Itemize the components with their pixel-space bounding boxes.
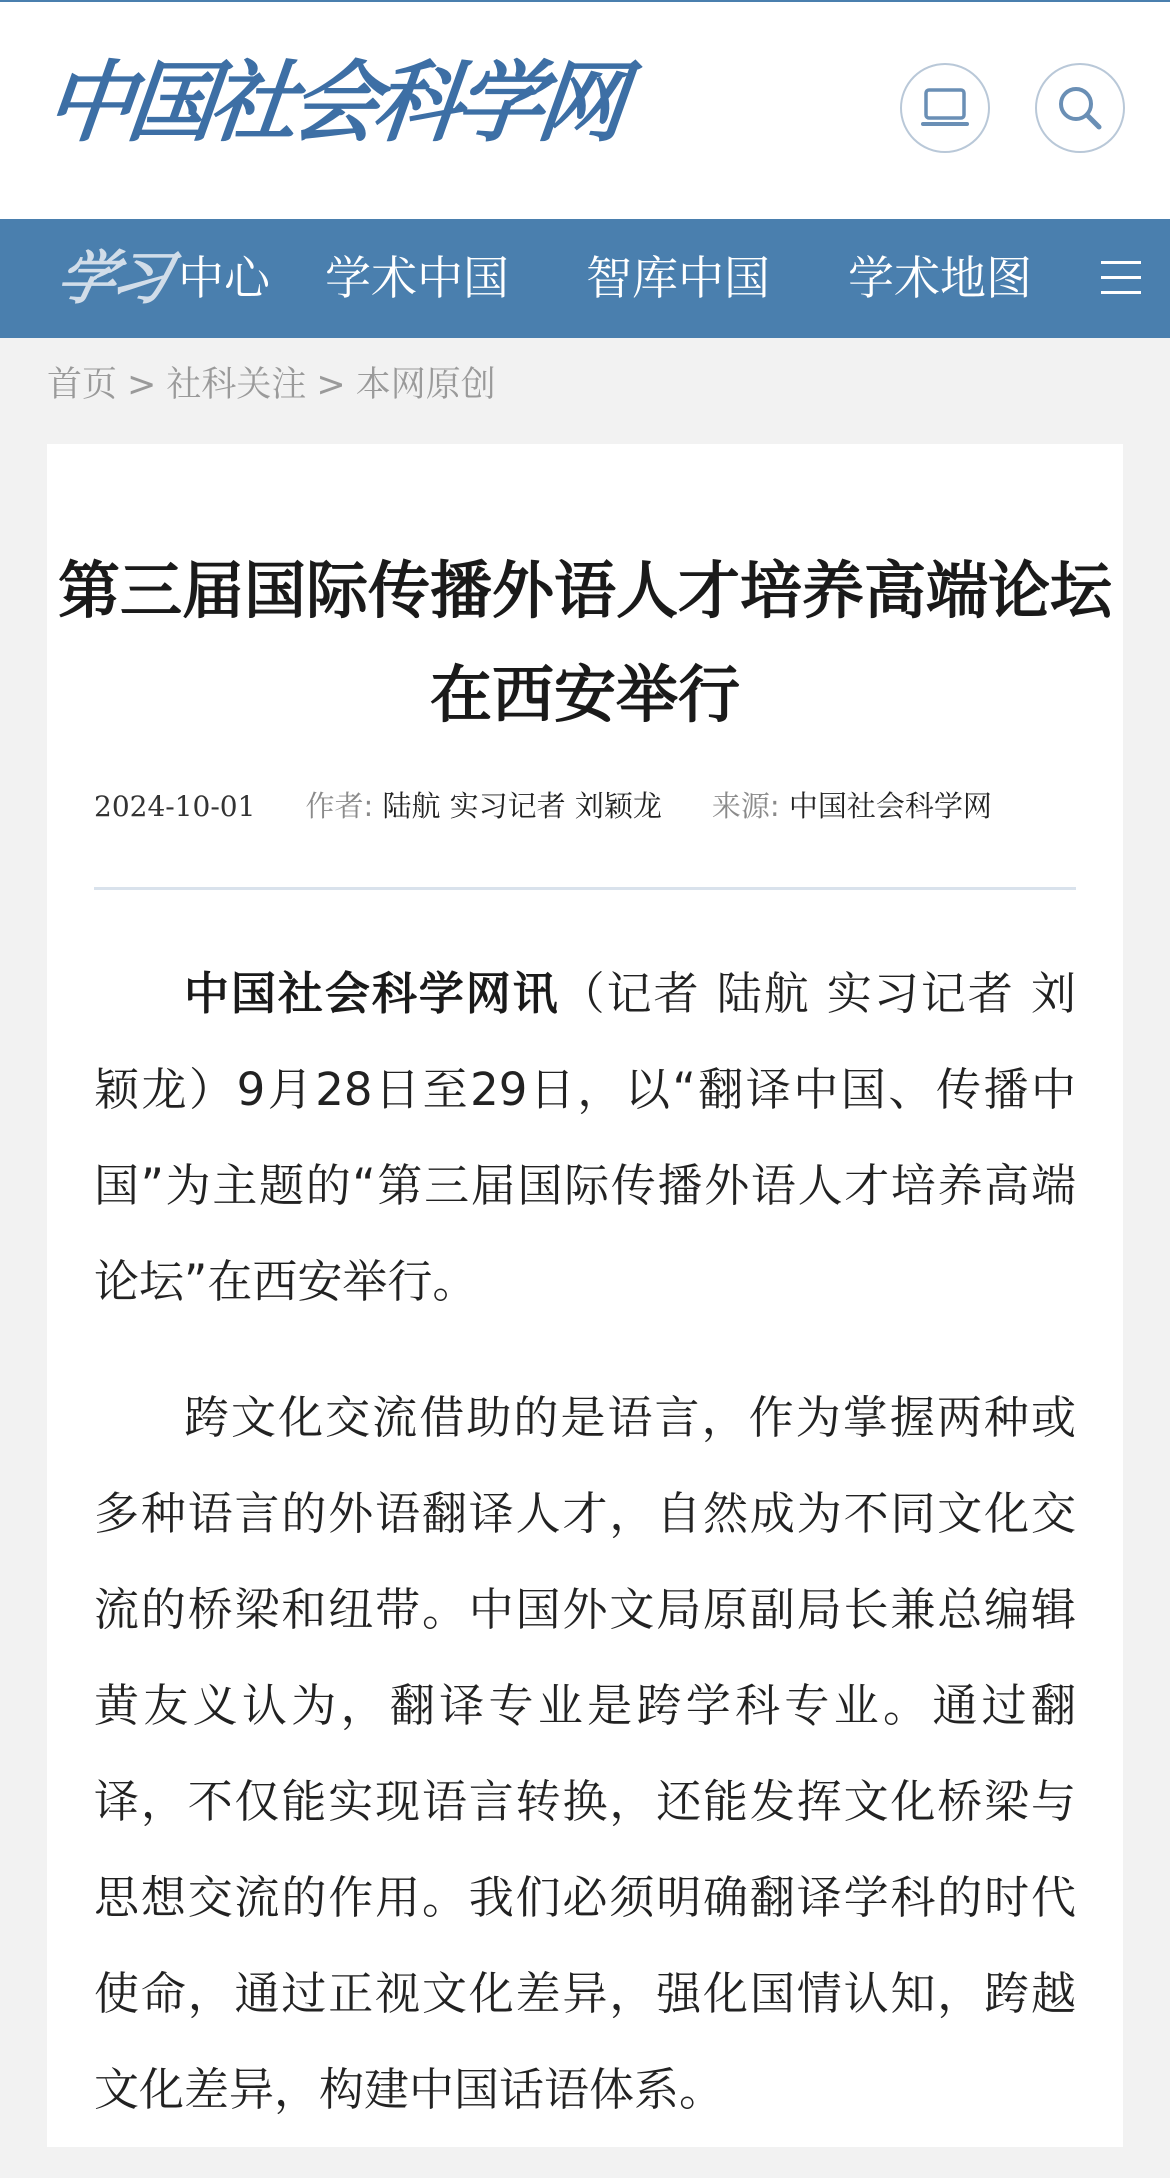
paragraph-1 [94, 946, 1076, 1330]
breadcrumb-home[interactable]: 首页 [47, 365, 118, 405]
site-logo[interactable]: 中国社会科学网 [40, 50, 626, 154]
article-card [47, 444, 1123, 2147]
main-nav [0, 219, 1170, 338]
breadcrumb-social-science-focus[interactable]: 社科关注 [166, 365, 307, 405]
lead-dateline: 中国社会科学网讯 [184, 967, 560, 1020]
nav-item-academic-map[interactable]: 学术地图 [848, 251, 1032, 305]
breadcrumb-separator: > [316, 365, 346, 405]
nav-item-label: 中心 [178, 251, 271, 305]
computer-icon [920, 86, 970, 130]
source-label: 来源: [711, 789, 780, 823]
search-button[interactable] [1035, 63, 1125, 153]
search-icon [1055, 83, 1105, 133]
paragraph-2: 跨文化交流借助的是语言，作为掌握两种或多种语言的外语翻译人才，自然成为不同文化交流的桥梁和纽带。中国外文局原副局长兼总编辑黄友义认为，翻译专业是跨学科专业。通过翻译，不仅能实现语言转换，还能发挥文化桥梁与思想交流的作用。我们必须明确翻译学科的时代使命，通过正视文化差异，强化国情认知，跨越文化差异，构建中国话语体系。 [94, 1391, 1076, 2116]
article-body [94, 946, 1076, 2178]
article-source: 中国社会科学网 [788, 789, 992, 823]
nav-item-study-center[interactable] [50, 219, 271, 338]
nav-item-academic-china[interactable]: 学术中国 [325, 251, 509, 305]
article-date: 2024-10-01 [94, 790, 256, 823]
hamburger-menu-icon[interactable] [1097, 257, 1145, 299]
computer-button[interactable] [900, 63, 990, 153]
site-header [0, 0, 1170, 219]
author-label: 作者: [305, 789, 374, 823]
article-author: 陆航 实习记者 刘颖龙 [382, 789, 662, 823]
paragraph-1-text: （记者 陆航 实习记者 刘颖龙）9月28日至29日，以“翻译中国、传播中国”为主题的“第三届国际传播外语人才培养高端论坛”在西安举行。 [94, 967, 1076, 1308]
breadcrumb [47, 365, 496, 405]
article-meta [94, 789, 1076, 823]
study-script-logo: 学习 [50, 244, 174, 312]
article-title: 第三届国际传播外语人才培养高端论坛在西安举行 [57, 554, 1112, 731]
meta-divider [94, 887, 1076, 890]
breadcrumb-original[interactable]: 本网原创 [355, 365, 496, 405]
nav-item-think-tank-china[interactable]: 智库中国 [586, 251, 770, 305]
breadcrumb-separator: > [127, 365, 157, 405]
